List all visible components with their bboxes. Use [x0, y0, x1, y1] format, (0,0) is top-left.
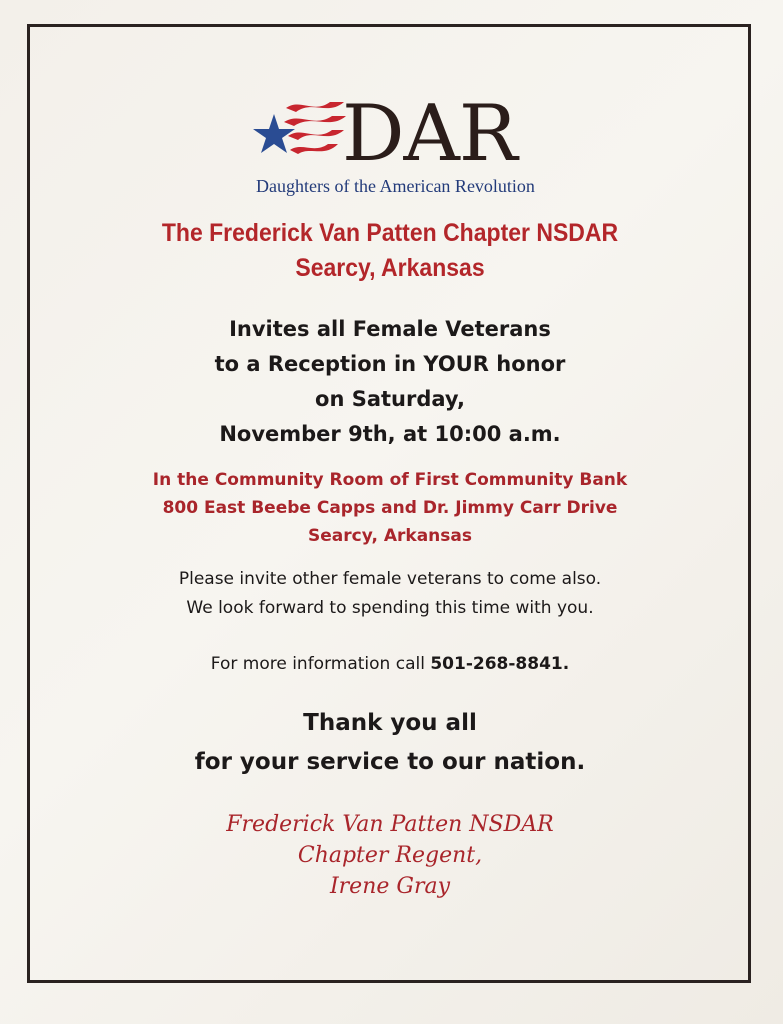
chapter-location: Searcy, Arkansas [295, 254, 485, 282]
dar-logo [248, 89, 548, 200]
signature-title: Chapter Regent, [297, 843, 483, 868]
venue-room: In the Community Room of First Community Bank [152, 470, 628, 490]
event-date-time: November 9th, at 10:00 a.m. [219, 422, 561, 446]
note-line-2: We look forward to spending this time with you. [186, 598, 594, 618]
signature-name: Irene Gray [329, 874, 451, 899]
venue-city: Searcy, Arkansas [308, 526, 472, 546]
note-line-1: Please invite other female veterans to come also. [178, 569, 602, 589]
logo-wordmark: DAR [342, 89, 517, 179]
invite-line-3: on Saturday, [315, 387, 465, 411]
thanks-line-1: Thank you all [303, 710, 477, 736]
contact-prefix: For more information call [210, 654, 425, 674]
contact-info [30, 654, 750, 674]
contact-phone: 501-268-8841. [430, 654, 570, 674]
signature-chapter: Frederick Van Patten NSDAR [226, 812, 554, 837]
venue-address: 800 East Beebe Capps and Dr. Jimmy Carr Drive [162, 498, 618, 518]
invite-line-1: Invites all Female Veterans [229, 317, 551, 341]
logo-subtitle: Daughters of the American Revolution [256, 176, 535, 196]
chapter-name: The Frederick Van Patten Chapter NSDAR [161, 219, 619, 247]
star-flag-icon [248, 92, 348, 172]
thanks-line-2: for your service to our nation. [194, 749, 586, 775]
invite-line-2: to a Reception in YOUR honor [214, 352, 566, 376]
